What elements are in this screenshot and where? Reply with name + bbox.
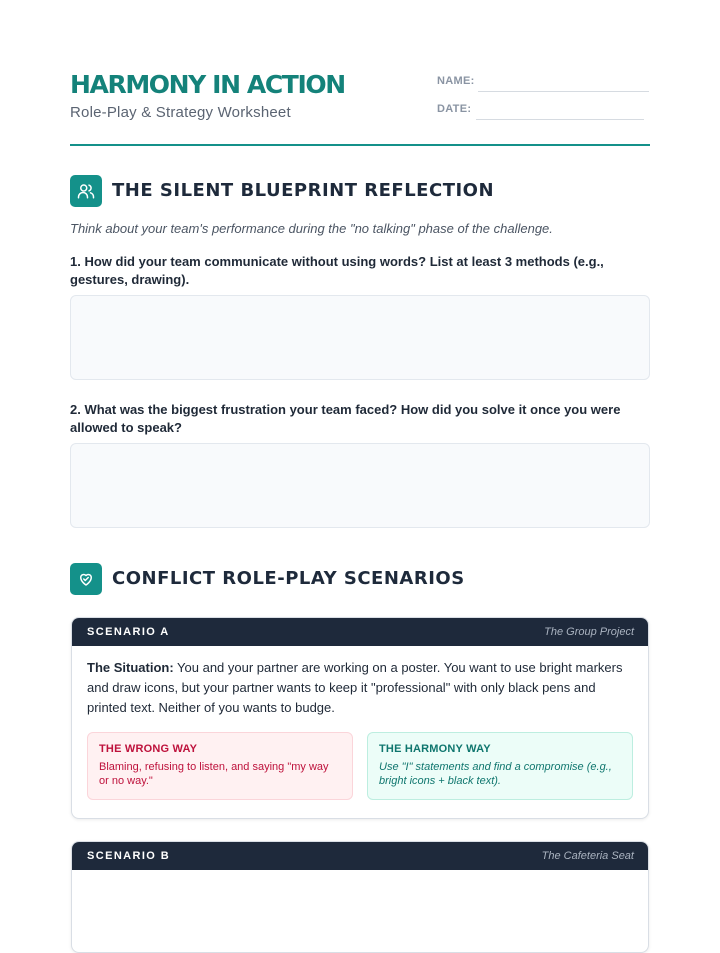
worksheet-subtitle: Role-Play & Strategy Worksheet <box>70 104 291 121</box>
scenario-card-a <box>71 617 649 819</box>
wrong-way-text: Blaming, refusing to listen, and saying "my way or no way." <box>99 761 329 787</box>
answer-box-1[interactable] <box>70 295 650 380</box>
reflection-heading: THE SILENT BLUEPRINT REFLECTION <box>112 180 495 201</box>
scenario-subtitle: The Cafeteria Seat <box>541 850 634 862</box>
situation-label: The Situation: <box>87 660 174 675</box>
wrong-way-title: THE WRONG WAY <box>99 743 198 755</box>
harmony-way-box <box>367 732 633 800</box>
question-1: 1. How did your team communicate without using words? List at least 3 methods (e.g., gestures, drawing). <box>70 254 604 287</box>
scenario-situation <box>72 646 648 718</box>
answer-box-2[interactable] <box>70 443 650 528</box>
harmony-way-text: Use "I" statements and find a compromise (e.g., bright icons + black text). <box>379 761 612 787</box>
date-field[interactable] <box>476 119 644 120</box>
harmony-way-title: THE HARMONY WAY <box>379 743 491 755</box>
wrong-way-box <box>87 732 353 800</box>
scenarios-heading: CONFLICT ROLE-PLAY SCENARIOS <box>112 568 465 589</box>
scenario-ways <box>72 718 648 815</box>
name-label: NAME: <box>437 75 475 87</box>
users-icon <box>70 175 102 207</box>
header-divider <box>70 144 650 146</box>
scenario-card-b <box>71 841 649 953</box>
reflection-intro: Think about your team's performance during the "no talking" phase of the challenge. <box>70 221 553 236</box>
scenario-label: SCENARIO A <box>87 626 170 638</box>
situation-text: You and your partner are working on a poster. You want to use bright markers and draw icons, but your partner wants to keep it "professional" with only black pens and printed text. Neither of you wants to budge. <box>87 660 623 715</box>
scenario-header <box>72 842 648 870</box>
puzzle-heart-icon <box>70 563 102 595</box>
scenario-label: SCENARIO B <box>87 850 171 862</box>
worksheet-title: HARMONY IN ACTION <box>70 70 345 99</box>
date-label: DATE: <box>437 103 472 115</box>
scenario-header <box>72 618 648 646</box>
scenario-subtitle: The Group Project <box>544 626 634 638</box>
question-2: 2. What was the biggest frustration your team faced? How did you solve it once you were allowed to speak? <box>70 402 621 435</box>
name-field[interactable] <box>478 91 649 92</box>
